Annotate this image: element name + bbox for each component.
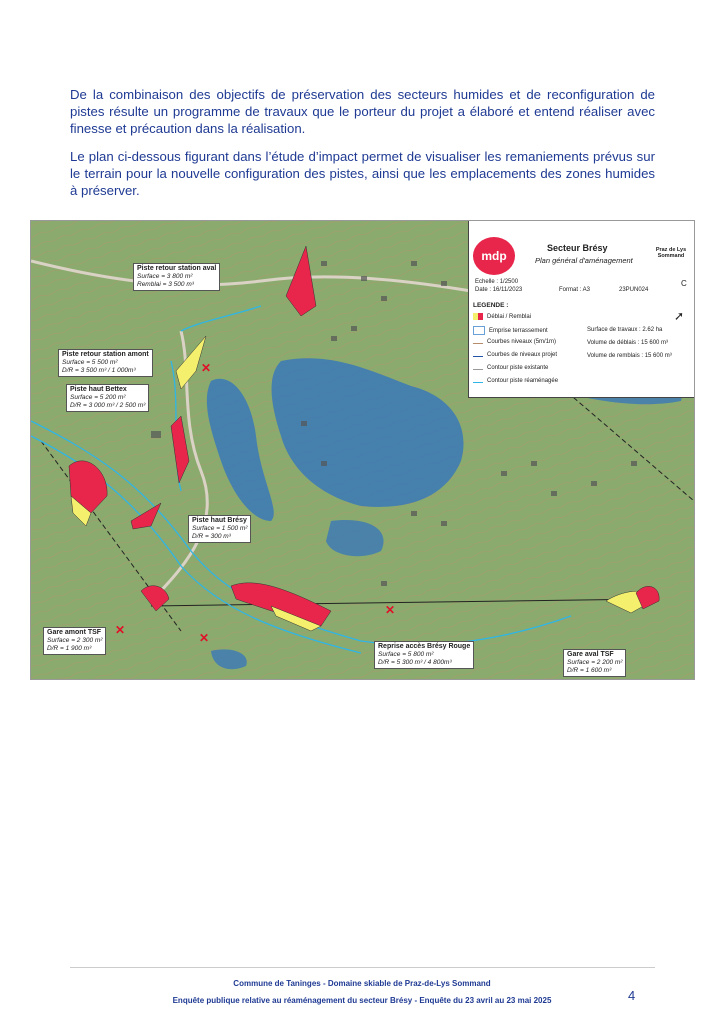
legend-item: Courbes niveaux (5m/1m) bbox=[473, 339, 556, 345]
map-sector-title: Secteur Brésy bbox=[547, 243, 608, 253]
intro-paragraph: De la combinaison des objectifs de préservation des secteurs humides et de reconfiguration de pistes résulte un programme de travaux que le porteur du projet a élaboré et entend réaliser avec finesse et précaution dans la réalisation. bbox=[70, 87, 655, 136]
label-piste-retour-amont: Piste retour station amont Surface = 5 500 m² D/R = 3 500 m³ / 1 000m³ bbox=[58, 349, 153, 377]
label-gare-amont-tsf: Gare amont TSF Surface = 2 300 m² D/R = 1 900 m³ bbox=[43, 627, 106, 655]
legend-stat: Volume de remblais : 15 600 m³ bbox=[587, 353, 672, 359]
map-ref: 23PUN024 bbox=[619, 287, 649, 293]
label-gare-aval-tsf: Gare aval TSF Surface = 2 200 m² D/R = 1 600 m³ bbox=[563, 649, 626, 677]
red-cross-icon: ✕ bbox=[385, 603, 396, 617]
site-plan-map bbox=[30, 220, 695, 680]
map-index: C bbox=[681, 279, 687, 288]
footer-divider bbox=[70, 967, 655, 968]
legend-item: Emprise terrassement bbox=[473, 326, 548, 335]
label-reprise-acces-bresy: Reprise accès Brésy Rouge Surface = 5 800 m² D/R = 5 300 m³ / 4 800m³ bbox=[374, 641, 474, 669]
red-cross-icon: ✕ bbox=[199, 631, 210, 645]
red-cross-icon: ✕ bbox=[115, 623, 126, 637]
map-format: Format : A3 bbox=[559, 287, 591, 293]
label-piste-haut-bresy: Piste haut Brésy Surface = 1 500 m² D/R = 300 m³ bbox=[188, 515, 251, 543]
legend-item: Courbes de niveaux projet bbox=[473, 352, 557, 358]
north-arrow-icon: ➚ bbox=[674, 309, 685, 323]
client-logo-text: Praz de Lys Sommand bbox=[655, 247, 687, 259]
map-title-block bbox=[468, 221, 695, 300]
map-date: Date : 16/11/2023 bbox=[475, 287, 523, 293]
map-subtitle: Plan général d'aménagement bbox=[535, 256, 633, 265]
legend-item: Déblai / Remblai bbox=[473, 313, 531, 320]
legend-item: Contour piste existante bbox=[473, 365, 548, 371]
legend-item: Contour piste réaménagée bbox=[473, 378, 558, 384]
label-piste-retour-aval: Piste retour station aval Surface = 3 800 m² Remblai = 3 500 m³ bbox=[133, 263, 220, 291]
footer-line-1: Commune de Taninges - Domaine skiable de Praz-de-Lys Sommand bbox=[233, 979, 491, 988]
legend-title: LEGENDE : bbox=[473, 302, 509, 309]
legend-stat: Surface de travaux : 2.62 ha bbox=[587, 327, 663, 333]
red-cross-icon: ✕ bbox=[201, 361, 212, 375]
page-number: 4 bbox=[628, 988, 636, 1003]
map-legend bbox=[468, 299, 695, 398]
mdp-logo: mdp bbox=[473, 237, 515, 275]
legend-stat: Volume de déblais : 15 600 m³ bbox=[587, 340, 669, 346]
label-piste-haut-bettex: Piste haut Bettex Surface = 5 200 m² D/R = 3 000 m³ / 2 500 m³ bbox=[66, 384, 149, 412]
map-description-paragraph: Le plan ci-dessous figurant dans l’étude d’impact permet de visualiser les remaniements prévus sur le terrain pour la nouvelle configuration des pistes, ainsi que les emplacements des zones humides à préserver. bbox=[70, 149, 655, 198]
map-scale: Echelle : 1/2500 bbox=[475, 279, 519, 285]
footer-line-2: Enquête publique relative au réaménagement du secteur Brésy - Enquête du 23 avril au 23 mai 2025 bbox=[172, 996, 552, 1005]
